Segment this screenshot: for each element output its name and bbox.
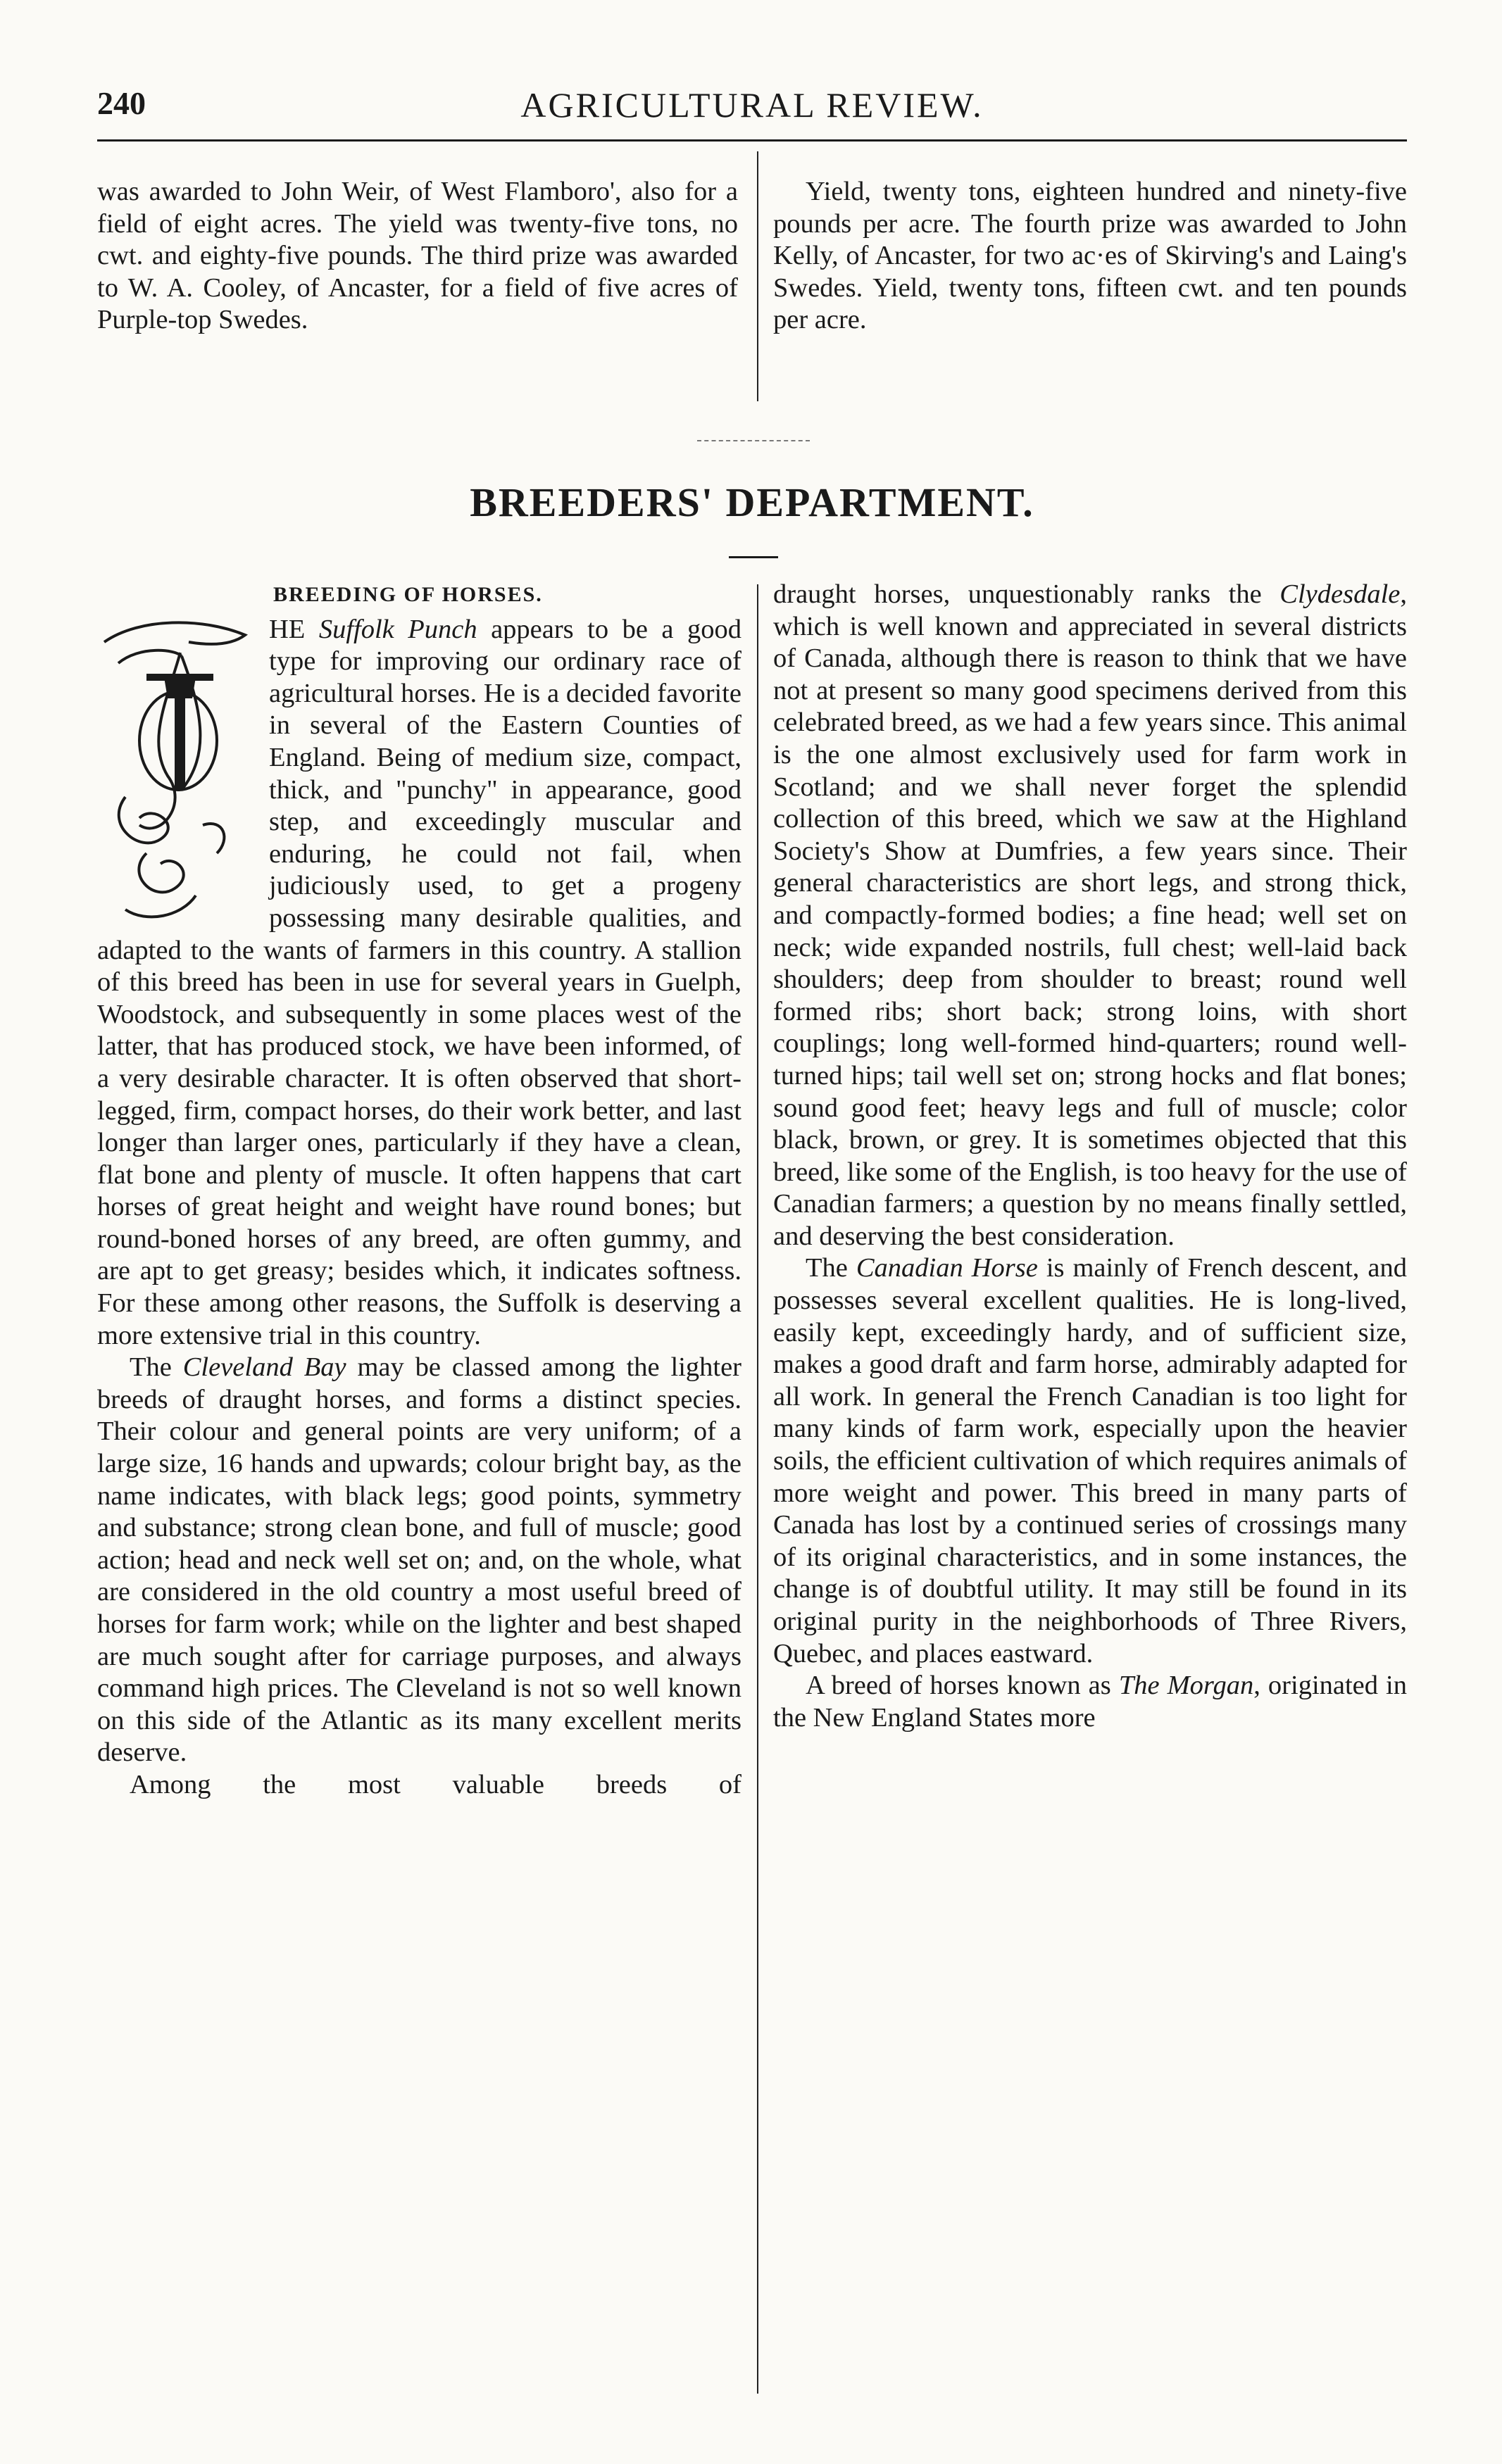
breed-name: Clydesdale bbox=[1279, 579, 1401, 609]
column-divider-main bbox=[757, 584, 758, 2394]
text-run: appears to be a good type for improving our ordinary race of agricultural horses. He is a decided favorite in several of the Eastern Counties of England. Being of medium size, compact, thick, and "punchy" in appearance, good step, and exceedingly muscular and enduring, he could not fail, when judiciously used, to get a progeny possessing many desirable qualities, and adapted to the wants of farmers in this country. A stallion of this breed has been in use for several years in Guelph, Woodstock, and subsequently in some places west of the latter, that has produced stock, we have been informed, of a very desirable character. It is often observed that short-legged, firm, compact horses, do their work better, and last longer than larger ones, particularly if they have a clean, flat bone and plenty of muscle. It often happens that cart horses of great height and weight have round bones; but round-boned horses of any breed, are often gummy, and are apt to get greasy; besides which, it indicates softness. For these among other reasons, the Suffolk is deserving a more extensive trial in this country. bbox=[97, 614, 741, 1350]
paragraph-cleveland bbox=[97, 1352, 741, 1769]
header-rule bbox=[97, 139, 1407, 142]
paragraph-morgan bbox=[773, 1670, 1407, 1734]
text-run: is mainly of French descent, and possesses several excellent qualities. He is long-lived, easily kept, exceedingly hardy, and of sufficient size, makes a good draft and farm horse, admirably adapted for all work. In general the French Canadian is too light for many kinds of farm work, especially upon the heavier soils, the efficient cultivation of which requires animals of more weight and power. This breed in many parts of Canada has lost by a continued series of crossings many of its original characteristics, and in some instances, the change is of doubtful utility. It may still be found in its original purity in the neighborhoods of Three Rivers, Quebec, and places eastward. bbox=[773, 1253, 1408, 1668]
paragraph-valuable-breeds: Among the most valuable breeds of bbox=[130, 1769, 741, 1799]
article-title: BREEDING OF HORSES. bbox=[273, 583, 543, 606]
breed-name: The Morgan bbox=[1118, 1671, 1254, 1701]
article-right-column bbox=[773, 579, 1407, 1734]
text-run: HE bbox=[269, 614, 319, 644]
paragraph-clydesdale bbox=[773, 579, 1407, 1252]
text-run: A breed of horses known as bbox=[806, 1671, 1119, 1701]
breed-name: Canadian Horse bbox=[856, 1253, 1038, 1283]
breed-name: Suffolk Punch bbox=[318, 614, 477, 644]
journal-title: AGRICULTURAL REVIEW. bbox=[520, 85, 984, 125]
section-separator bbox=[697, 440, 810, 441]
ornamental-dropcap-icon bbox=[97, 614, 259, 934]
running-header bbox=[97, 84, 1407, 134]
top-left-text: was awarded to John Weir, of West Flamboro', also for a field of eight acres. The yield was twenty-five tons, no cwt. and eighty-five pounds. The third prize was awarded to W. A. Cooley, of Ancaster, for a field of five acres of Purple-top Swedes. bbox=[97, 177, 738, 335]
section-title: BREEDERS' DEPARTMENT. bbox=[470, 479, 1034, 525]
paragraph-canadian-horse bbox=[773, 1252, 1407, 1670]
text-run: The bbox=[806, 1253, 856, 1283]
text-run: may be classed among the lighter breeds of draught horses, and forms a distinct species. Their colour and general points are very uniform; of a large size, 16 hands and upwards; colour bright bay, as the name indicates, with black legs; good points, symmetry and substance; strong clean bone, and full of muscle; good action; head and neck well set on; and, on the whole, what are considered in the old country a most useful breed of horses for farm work; while on the lighter and best shaped are much sought after for carriage purposes, and always command high prices. The Cleveland is not so well known on this side of the Atlantic as its many excellent merits deserve. bbox=[97, 1352, 741, 1768]
text-run: , which is well known and appreciated in several districts of Canada, although there is reason to think that we have not at present so many good specimens derived from this celebrated breed, as we had a few years since. This animal is the one almost exclusively used for farm work in Scotland; and we shall never forget the splendid collection of this breed, which we saw at the Highland Society's Show at Dumfries, a few years since. Their general characteristics are short legs, and strong thick, and compactly-formed bodies; a fine head; well set on neck; wide expanded nostrils, full chest; well-laid back shoulders; deep from shoulder to breast; round well formed ribs; short back; strong loins, with short couplings; long well-formed hind-quarters; round well-turned hips; tail well set on; strong hocks and flat bones; sound good feet; heavy legs and full of muscle; color black, brown, or grey. It is sometimes objected that this breed, like some of the English, is too heavy for the use of Canadian farmers; a question by no means finally settled, and deserving the best consideration. bbox=[773, 579, 1407, 1251]
column-divider-top bbox=[757, 151, 758, 401]
text-run: draught horses, unquestionably ranks the bbox=[773, 579, 1280, 609]
top-left-column bbox=[97, 176, 738, 337]
top-right-column bbox=[773, 176, 1407, 337]
breed-name: Cleveland Bay bbox=[182, 1352, 346, 1383]
top-right-text: Yield, twenty tons, eighteen hundred and ninety-five pounds per acre. The fourth prize was awarded to John Kelly, of Ancaster, for two ac·es of Skirving's and Laing's Swedes. Yield, twenty tons, fifteen cwt. and ten pounds per acre. bbox=[773, 177, 1407, 335]
text-run: The bbox=[130, 1352, 183, 1383]
article-left-column bbox=[97, 579, 741, 1802]
page-number: 240 bbox=[97, 85, 146, 121]
text-run: , originated in the New England States more bbox=[773, 1671, 1408, 1733]
title-underline bbox=[729, 556, 778, 558]
